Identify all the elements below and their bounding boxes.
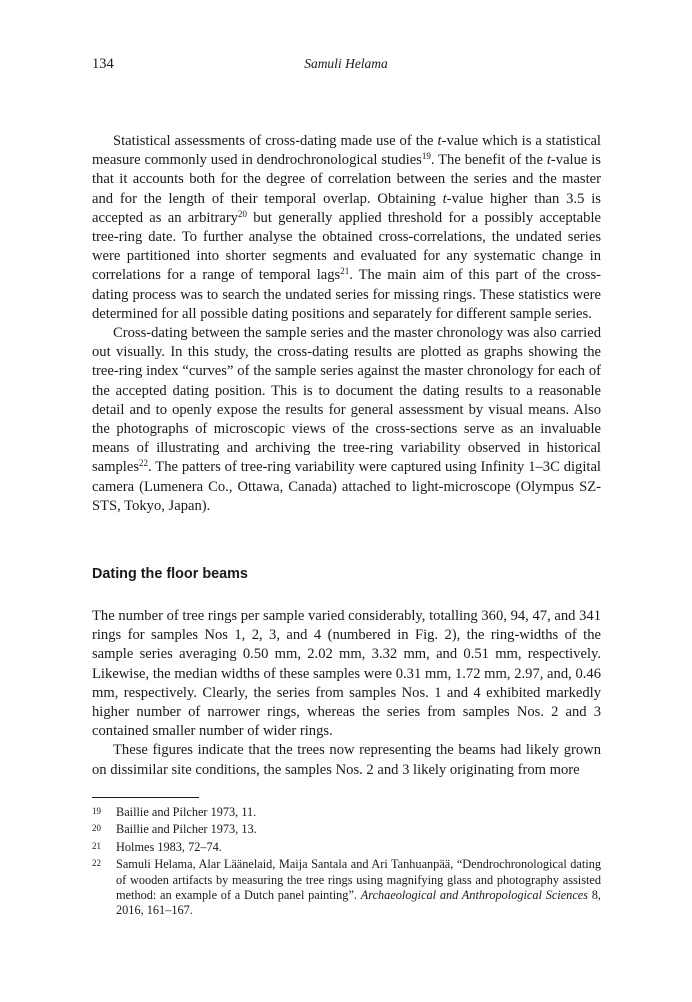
section-heading: Dating the floor beams — [92, 566, 248, 582]
text-span: . The main aim of this part of the cross-dating process was to search the undated series for missing rings. These statistics were determined for all possible dating positions and separately for different sample series. — [92, 267, 601, 322]
text-span: . The patters of tree-ring variability were captured using Infinity 1–3C digital camera (Lumenera Co., Ottawa, Canada) attached to light-microscope (Olympus SZ-STS, Tokyo, Japan). — [92, 459, 601, 514]
text-span: -value higher than 3.5 is accepted as an arbitrary — [92, 190, 601, 226]
paragraph — [92, 132, 601, 324]
footnote-number: 20 — [92, 823, 101, 834]
italic-variable: t — [442, 190, 447, 207]
italic-variable: t — [546, 152, 551, 169]
body-text-block — [92, 607, 601, 780]
text-span: 8, 2016, 161–167. — [116, 888, 601, 918]
footnote — [92, 840, 601, 855]
text-span: -value which is a statistical measure commonly used in dendrochronological studies — [92, 133, 601, 169]
footnote-text — [116, 857, 601, 919]
footnote-number: 21 — [92, 840, 101, 851]
journal-title: Archaeological and Anthropological Sciences — [360, 888, 589, 903]
body-text-block — [92, 132, 601, 516]
footnote-separator — [92, 797, 199, 798]
text-span: but generally applied threshold for a possibly acceptable tree-ring date. To further analyse the obtained cross-correlations, the undated series were partitioned into shorter segments and evaluated for any systematic change in correlations for a range of temporal lags — [92, 209, 601, 284]
footnote — [92, 805, 601, 820]
footnote-ref[interactable]: 20 — [237, 208, 247, 219]
footnote-ref[interactable]: 21 — [340, 266, 350, 277]
text-span: Samuli Helama, Alar Läänelaid, Maija Santala and Ari Tanhuanpää, “Dendrochronological dating of wooden artifacts by measuring the tree rings using magnifying glass and photography assisted method: an example of a Dutch panel painting”. — [116, 857, 601, 903]
text-span: -value is that it accounts both for the degree of correlation between the series and the master and for the length of their temporal overlap. Obtaining — [92, 152, 601, 207]
footnote — [92, 822, 601, 837]
footnote-text: Baillie and Pilcher 1973, 11. — [116, 805, 257, 819]
text-span: Cross-dating between the sample series and the master chronology was also carried out visually. In this study, the cross-dating results are plotted as graphs showing the tree-ring index “curves” of the sample series against the master chronology for each of the accepted dating position. This is to document the dating results to a reasonable detail and to openly expose the results for general assessment by visual means. Also the photographs of microscopic views of the cross-sections serve as an invaluable means of illustrating and archiving the tree-ring variability observed in historical samples — [92, 325, 601, 476]
italic-variable: t — [437, 133, 442, 149]
text-span: . The benefit of the — [430, 152, 547, 169]
running-head: Samuli Helama — [304, 56, 388, 71]
footnote-text: Baillie and Pilcher 1973, 13. — [116, 822, 257, 837]
footnote-ref[interactable]: 22 — [139, 458, 149, 469]
footnote — [92, 857, 601, 919]
footnote-text: Holmes 1983, 72–74. — [116, 839, 222, 854]
paragraph — [92, 324, 601, 516]
text-span: Statistical assessments of cross-dating made use of the — [113, 133, 438, 149]
paragraph: These figures indicate that the trees now representing the beams had likely grown on dissimilar site conditions, the samples Nos. 2 and 3 likely originating from more — [92, 742, 601, 778]
footnote-number: 22 — [92, 858, 101, 869]
footnote-ref[interactable]: 19 — [421, 151, 431, 162]
paragraph: The number of tree rings per sample varied considerably, totalling 360, 94, 47, and 341 rings for samples Nos 1, 2, 3, and 4 (numbered in Fig. 2), the ring-widths of the sample series averaging 0.50 mm, 2.02 mm, 3.32 mm, and 0.51 mm, respectively. Likewise, the median widths of these samples were 0.31 mm, 1.72 mm, 2.97, and, 0.46 mm, respectively. Clearly, the series from samples Nos. 1 and 4 exhibited markedly higher number of narrower rings, whereas the series from samples Nos. 2 and 3 contained smaller number of wider rings. — [92, 608, 601, 740]
footnotes — [92, 805, 601, 921]
page-number: 134 — [92, 56, 114, 72]
footnote-number: 19 — [92, 806, 101, 816]
